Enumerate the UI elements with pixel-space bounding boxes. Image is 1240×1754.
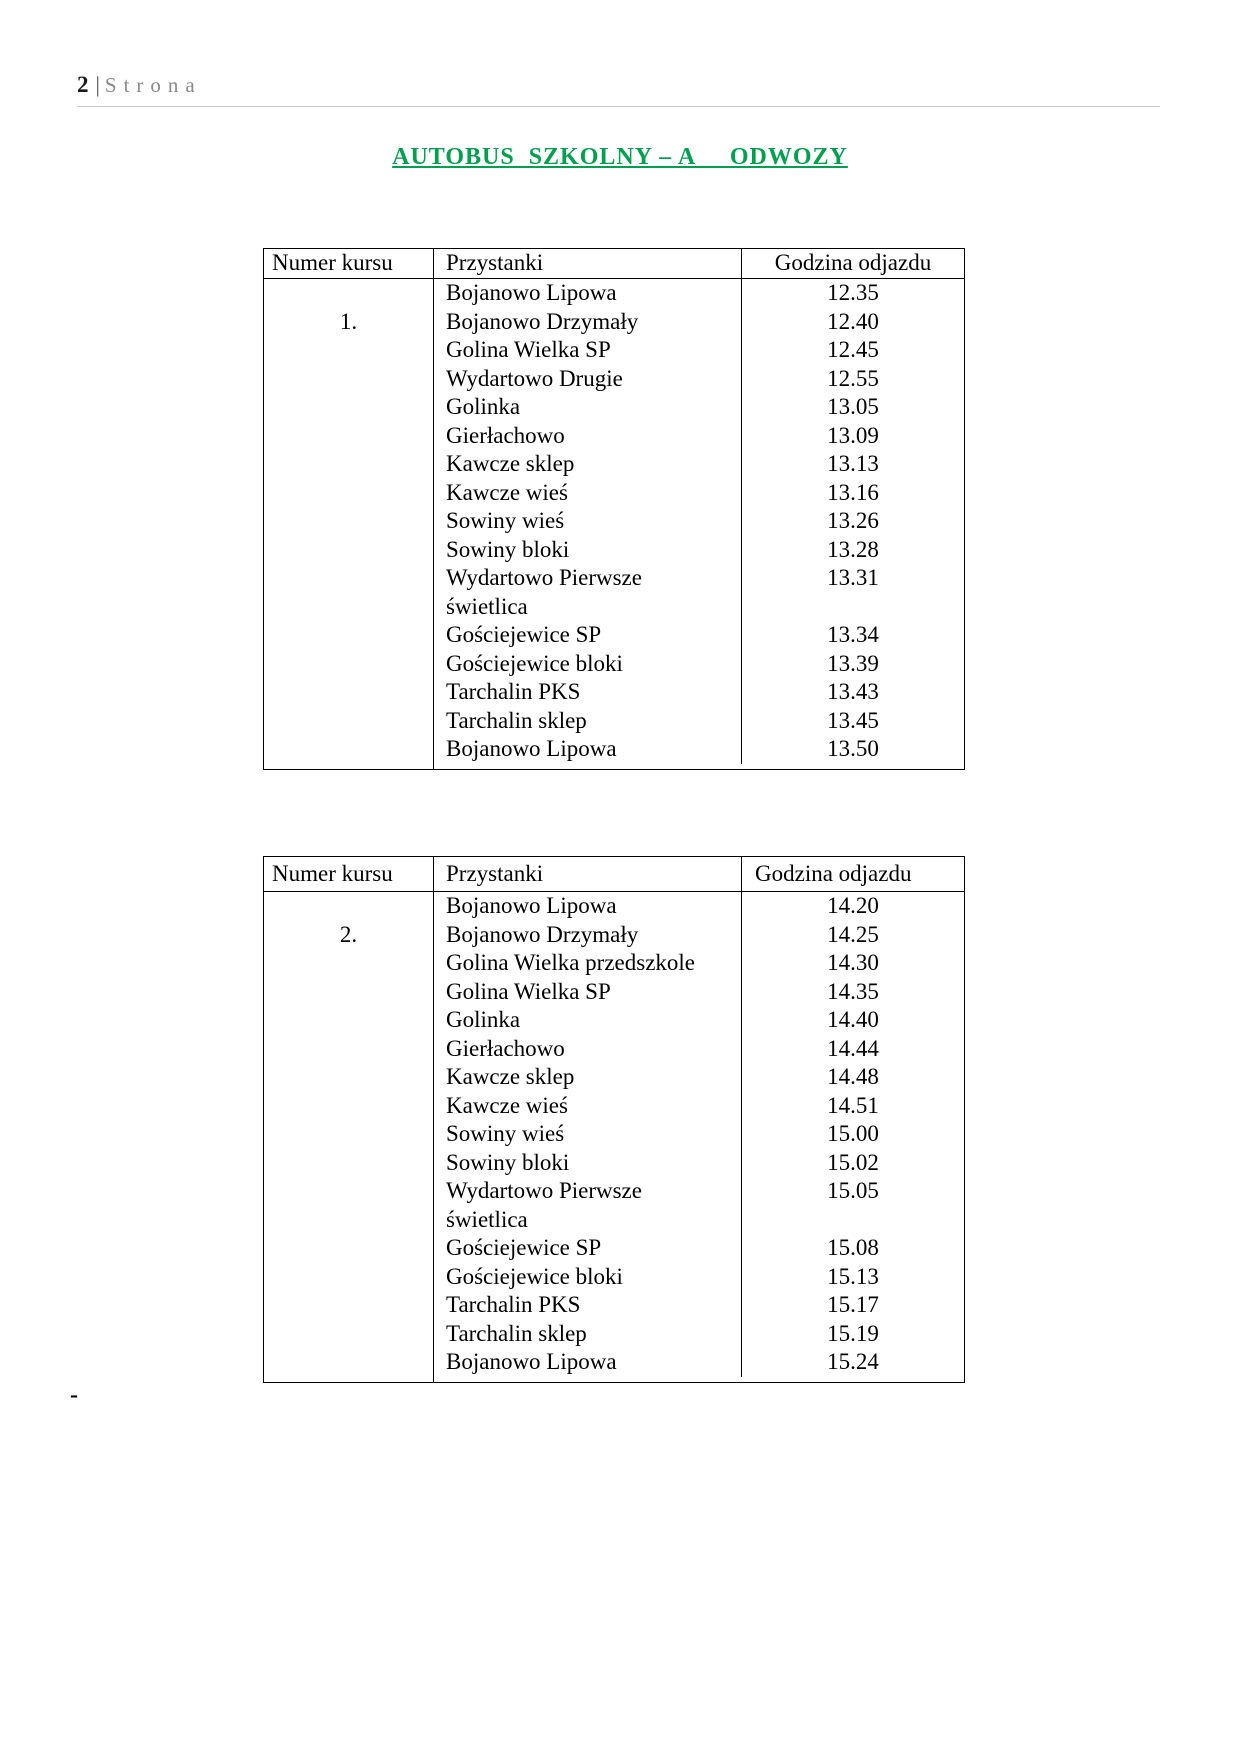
table-row: [434, 336, 964, 365]
table-row: [434, 1063, 964, 1092]
departure-time: 13.39: [827, 650, 879, 676]
stop-name: Wydartowo Pierwsze świetlica: [434, 564, 742, 621]
stop-name: Tarchalin PKS: [434, 1291, 742, 1320]
stop-name: Golinka: [434, 1006, 742, 1035]
stop-name: Golina Wielka SP: [434, 336, 742, 365]
course-number-cell: 2.: [264, 892, 434, 1382]
header-cell-departure-time: Godzina odjazdu: [755, 860, 912, 886]
departure-time: 12.35: [827, 280, 879, 305]
departure-time: 15.00: [827, 1121, 879, 1146]
header-cell-course-number: Numer kursu: [264, 249, 434, 278]
departure-time: 14.40: [827, 1007, 879, 1032]
table-row: [434, 1149, 964, 1178]
departure-time: 15.02: [827, 1149, 879, 1175]
table-row: [434, 450, 964, 479]
stop-name: Kawcze sklep: [434, 1063, 742, 1092]
stop-name: Bojanowo Lipowa: [434, 279, 742, 308]
departure-time: 13.45: [827, 707, 879, 733]
stop-name: Sowiny bloki: [434, 536, 742, 565]
table-row: [434, 536, 964, 565]
table-row: [434, 1234, 964, 1263]
departure-time: 14.51: [827, 1092, 879, 1118]
table-row: [434, 1177, 964, 1234]
departure-time: 14.25: [827, 921, 879, 947]
stop-name: Sowiny wieś: [434, 1120, 742, 1149]
departure-time: 13.50: [827, 736, 879, 761]
departure-time: 13.31: [827, 565, 879, 590]
stop-name: Tarchalin sklep: [434, 707, 742, 736]
table-row: [434, 892, 964, 921]
stop-name: Gościejewice bloki: [434, 1263, 742, 1292]
table-row: [434, 1035, 964, 1064]
table-row: [434, 921, 964, 950]
departure-time: 12.45: [827, 337, 879, 362]
stop-name: Bojanowo Lipowa: [434, 892, 742, 921]
stop-name: Gościejewice bloki: [434, 650, 742, 679]
page-number: 2: [77, 72, 89, 97]
table-header-row: [264, 249, 964, 279]
stop-name: Kawcze wieś: [434, 479, 742, 508]
table-row: [434, 1006, 964, 1035]
departure-time: 14.20: [827, 893, 879, 918]
table-row: [434, 1348, 964, 1377]
table-row: [434, 1263, 964, 1292]
stop-name: Bojanowo Drzymały: [434, 921, 742, 950]
table-row: [434, 1320, 964, 1349]
schedule-table-1: [263, 248, 965, 770]
footer-dash: -: [70, 1382, 78, 1408]
departure-time: 14.44: [827, 1035, 879, 1061]
table-row: [434, 1092, 964, 1121]
stop-name: Gościejewice SP: [434, 1234, 742, 1263]
page-header: [77, 72, 1160, 107]
departure-time: 15.17: [827, 1292, 879, 1317]
page-header-label: Strona: [104, 73, 202, 97]
stop-name: Golina Wielka przedszkole: [434, 949, 742, 978]
header-cell-stops: Przystanki: [434, 249, 742, 278]
schedule-table-2: [263, 856, 965, 1383]
table-row: [434, 422, 964, 451]
stops-rows: [434, 279, 964, 769]
stops-rows: [434, 892, 964, 1382]
departure-time: 15.13: [827, 1263, 879, 1289]
departure-time: 15.08: [827, 1235, 879, 1260]
departure-time: 15.19: [827, 1320, 879, 1346]
departure-time: 13.16: [827, 479, 879, 505]
departure-time: 12.40: [827, 308, 879, 334]
stop-name: Tarchalin PKS: [434, 678, 742, 707]
stop-name: Gierłachowo: [434, 422, 742, 451]
stop-name: Bojanowo Lipowa: [434, 735, 742, 764]
departure-time: 13.34: [827, 622, 879, 647]
table-row: [434, 735, 964, 764]
departure-time: 14.35: [827, 978, 879, 1004]
table-body: [264, 892, 964, 1382]
departure-time: 12.55: [827, 365, 879, 391]
table-row: [434, 1291, 964, 1320]
departure-time: 13.05: [827, 394, 879, 419]
table-row: [434, 707, 964, 736]
table-header-row: [264, 857, 964, 892]
stop-name: Kawcze wieś: [434, 1092, 742, 1121]
table-row: [434, 564, 964, 621]
departure-time: 13.09: [827, 422, 879, 448]
departure-time: 14.30: [827, 950, 879, 975]
stop-name: Wydartowo Drugie: [434, 365, 742, 394]
course-number-cell: 1.: [264, 279, 434, 769]
table-row: [434, 949, 964, 978]
table-row: [434, 1120, 964, 1149]
departure-time: 15.24: [827, 1349, 879, 1374]
stop-name: Kawcze sklep: [434, 450, 742, 479]
table-row: [434, 650, 964, 679]
stop-name: Bojanowo Lipowa: [434, 1348, 742, 1377]
stop-name: Bojanowo Drzymały: [434, 308, 742, 337]
table-row: [434, 365, 964, 394]
page-header-separator: |: [95, 72, 100, 97]
stop-name: Tarchalin sklep: [434, 1320, 742, 1349]
departure-time: 13.43: [827, 679, 879, 704]
header-cell-stops: Przystanki: [434, 857, 742, 891]
table-row: [434, 308, 964, 337]
stop-name: Golina Wielka SP: [434, 978, 742, 1007]
stop-name: Gościejewice SP: [434, 621, 742, 650]
table-row: [434, 393, 964, 422]
header-cell-course-number: Numer kursu: [264, 857, 434, 891]
table-row: [434, 479, 964, 508]
table-row: [434, 507, 964, 536]
departure-time: 13.13: [827, 451, 879, 476]
departure-time: 15.05: [827, 1178, 879, 1203]
stop-name: Sowiny wieś: [434, 507, 742, 536]
stop-name: Sowiny bloki: [434, 1149, 742, 1178]
table-row: [434, 678, 964, 707]
table-row: [434, 978, 964, 1007]
table-row: [434, 279, 964, 308]
departure-time: 13.28: [827, 536, 879, 562]
table-body: [264, 279, 964, 769]
document-title: AUTOBUS SZKOLNY – A ODWOZY: [392, 144, 848, 170]
departure-time: 13.26: [827, 508, 879, 533]
stop-name: Wydartowo Pierwsze świetlica: [434, 1177, 742, 1234]
table-row: [434, 621, 964, 650]
header-cell-departure-time: Godzina odjazdu: [774, 250, 932, 276]
stop-name: Golinka: [434, 393, 742, 422]
stop-name: Gierłachowo: [434, 1035, 742, 1064]
departure-time: 14.48: [827, 1064, 879, 1089]
